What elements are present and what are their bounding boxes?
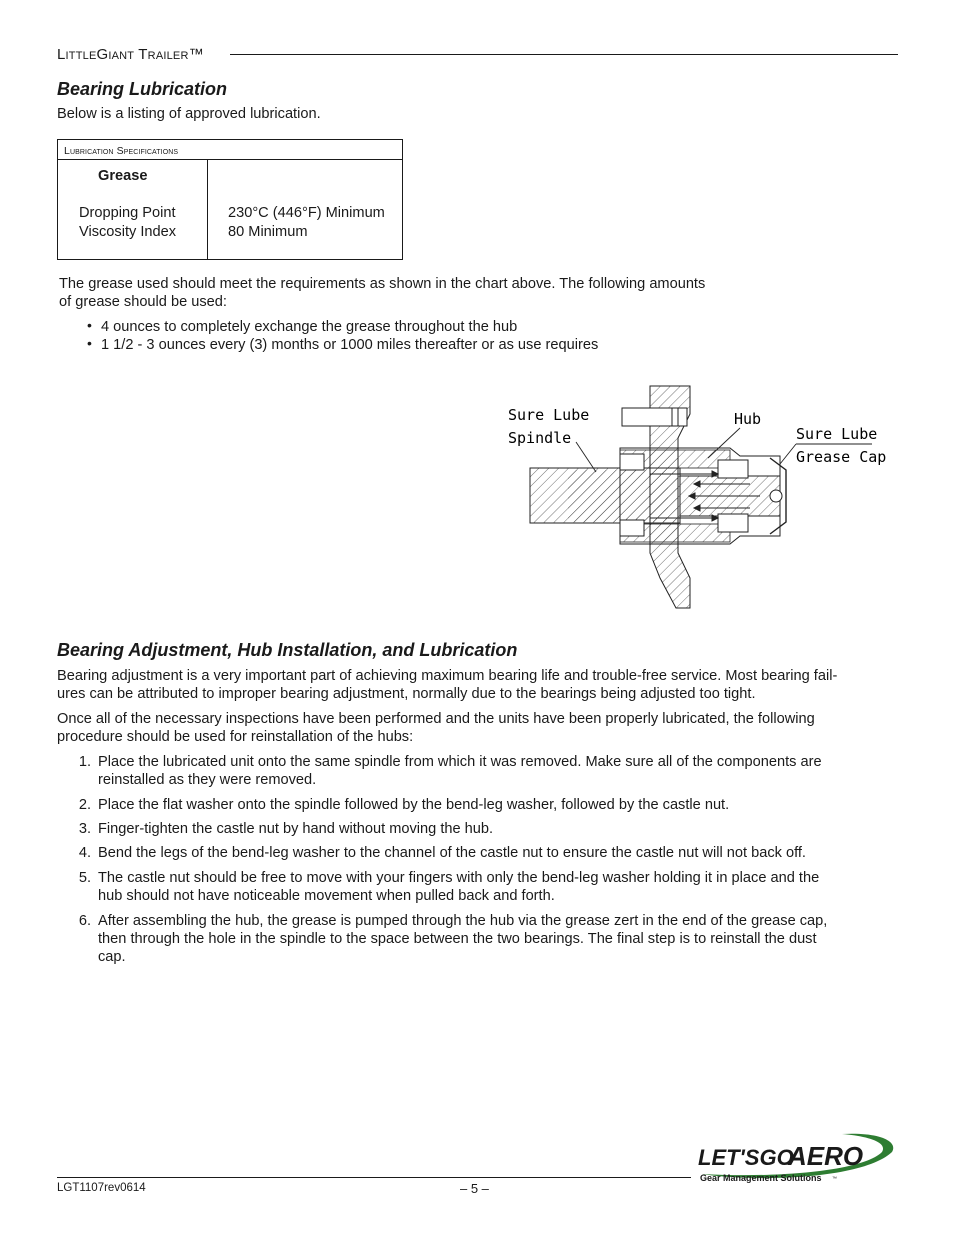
spec-table-divider	[207, 160, 208, 260]
diagram-label-spindle: Sure Lube	[508, 406, 590, 424]
diagram-label-hub: Hub	[734, 410, 762, 428]
letsgoaero-logo	[692, 1130, 898, 1184]
spec-table-header-text: Lubrication Specifications	[64, 145, 179, 157]
step-text: cap.	[98, 949, 126, 965]
step-number: 1.	[78, 754, 91, 770]
step-number: 2.	[78, 797, 91, 813]
step-text: After assembling the hub, the grease is pumped through the hub via the grease zert in the end of the grease cap,	[98, 913, 828, 929]
diagram-label-grease-cap: Sure Lube	[796, 425, 878, 443]
step-number: 4.	[78, 845, 91, 861]
step-number: 5.	[78, 870, 91, 886]
spec-row-label: Dropping Point	[79, 205, 176, 221]
spec-row-value: 80 Minimum	[228, 224, 308, 240]
outer-bearing-shape	[718, 460, 748, 478]
diagram-label-spindle: Spindle	[508, 429, 572, 447]
wheel-stud-shape	[622, 408, 687, 426]
step-number: 3.	[78, 821, 91, 837]
document-code: LGT1107rev0614	[57, 1182, 146, 1194]
heading-bearing-adjustment: Bearing Adjustment, Hub Installation, and Lubrication	[57, 640, 518, 660]
footer-rule	[57, 1177, 691, 1178]
svg-text:™: ™	[832, 1176, 837, 1182]
diagram-label-grease-cap: Grease Cap	[796, 448, 887, 466]
step-text: hub should not have noticeable movement when pulled back and forth.	[98, 888, 555, 904]
spec-row-label: Viscosity Index	[79, 224, 177, 240]
header-rule	[230, 54, 898, 55]
lubrication-spec-table	[57, 139, 403, 260]
svg-text:Gear Management Solutions: Gear Management Solutions	[700, 1173, 822, 1183]
step-text: reinstalled as they were removed.	[98, 772, 317, 788]
svg-text:AERO: AERO	[788, 1141, 864, 1171]
paragraph-line: procedure should be used for reinstallation of the hubs:	[57, 729, 414, 745]
step-text: The castle nut should be free to move with your fingers with only the bend-leg washer holding it in place and the	[98, 870, 820, 886]
grease-paragraph-line: The grease used should meet the requirements as shown in the chart above. The following amounts	[59, 276, 706, 292]
intro-text: Below is a listing of approved lubrication.	[57, 106, 321, 122]
step-text: Place the lubricated unit onto the same spindle from which it was removed. Make sure all of the components are	[98, 754, 822, 770]
paragraph-line: Once all of the necessary inspections have been performed and the units have been properly lubricated, the following	[57, 711, 815, 727]
list-item: • 4 ounces to completely exchange the grease throughout the hub	[101, 318, 517, 336]
spec-table-header	[58, 140, 402, 160]
paragraph-line: Bearing adjustment is a very important part of achieving maximum bearing life and trouble-free service. Most bearing fail-	[57, 668, 838, 684]
step-number: 6.	[78, 913, 91, 929]
page-number: – 5 –	[460, 1181, 489, 1196]
svg-text:LET'SGO: LET'SGO	[698, 1145, 794, 1170]
document-header-title: LittleGiant Trailer™	[57, 46, 204, 63]
step-text: then through the hole in the spindle to the space between the two bearings. The final step is to reinstall the dust	[98, 931, 817, 947]
list-item: • 1 1/2 - 3 ounces every (3) months or 1000 miles thereafter or as use requires	[101, 336, 598, 354]
paragraph-line: ures can be attributed to improper bearing adjustment, normally due to the bearings being adjusted too tight.	[57, 686, 756, 702]
step-text: Finger-tighten the castle nut by hand without moving the hub.	[98, 821, 494, 837]
spec-row-value: 230°C (446°F) Minimum	[228, 205, 385, 221]
step-text: Place the flat washer onto the spindle followed by the bend-leg washer, followed by the castle nut.	[98, 797, 730, 813]
grease-paragraph-line: of grease should be used:	[59, 294, 227, 310]
heading-bearing-lubrication: Bearing Lubrication	[57, 79, 228, 99]
hub-spindle-diagram	[500, 378, 890, 613]
spec-grease-label: Grease	[98, 168, 148, 184]
step-text: Bend the legs of the bend-leg washer to the channel of the castle nut to ensure the castle nut will not back off.	[98, 845, 806, 861]
inner-bearing-shape	[620, 454, 644, 470]
